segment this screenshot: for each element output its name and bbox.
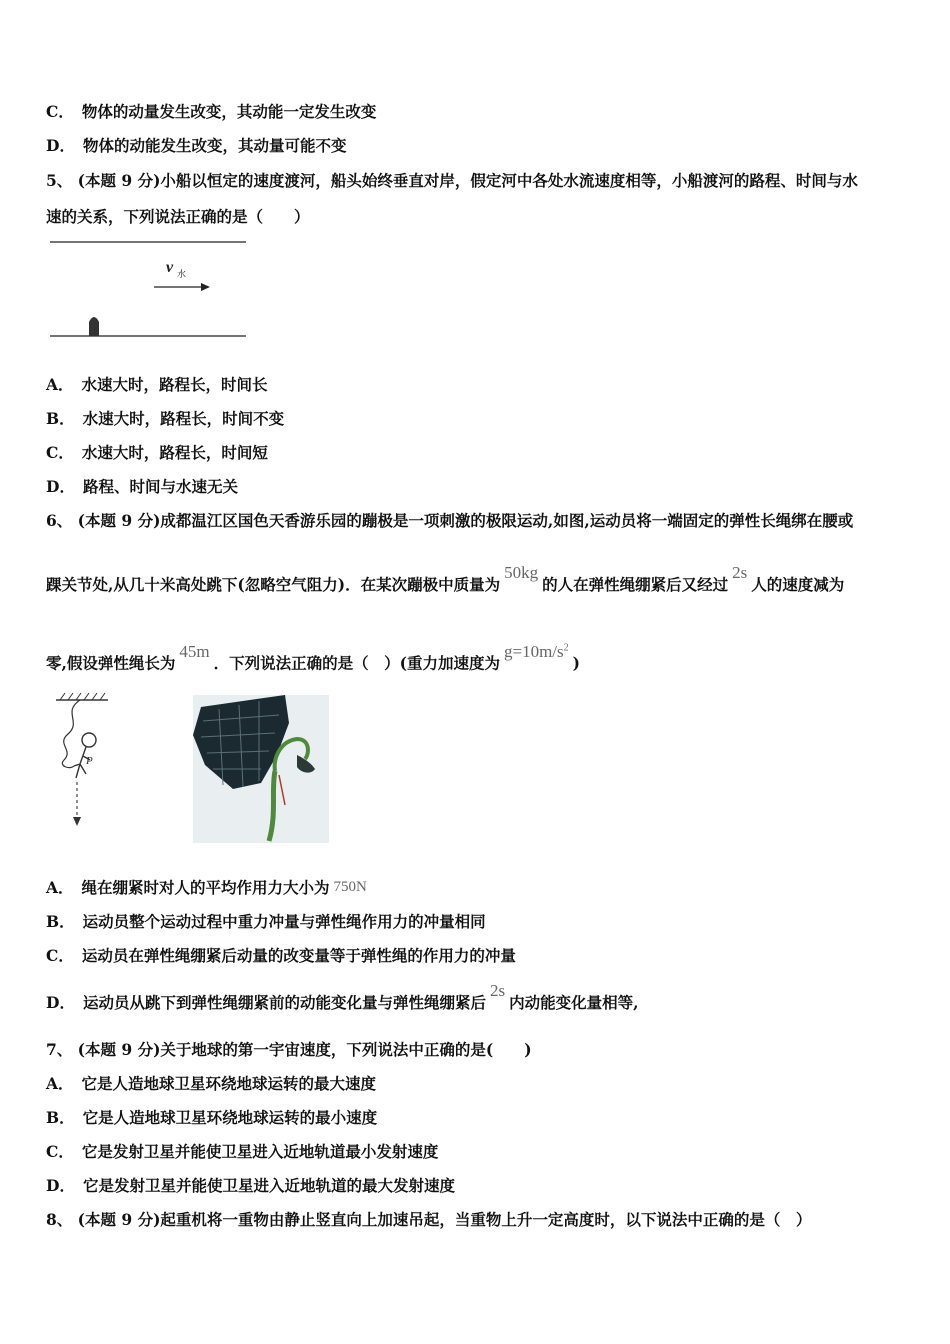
mass-value: 50kg (504, 563, 539, 582)
ceiling-hatch-icon (56, 693, 108, 700)
arrow-right-icon (154, 283, 210, 291)
option-label: A． (46, 375, 74, 394)
option-text: 水速大时，路程长，时间不变 (82, 409, 285, 428)
option-text: 物体的动能发生改变，其动量可能不变 (82, 136, 347, 155)
q6-option-a (46, 878, 371, 899)
q8-stem: 8、 (本题 9 分)起重机将一重物由静止竖直向上加速吊起，当重物上升一定高度时，以下说法中正确的是（ ） (46, 1210, 812, 1229)
gravity-exponent: 2 (563, 642, 569, 653)
q6-stem-text: ) (572, 653, 580, 673)
time-value: 2s (732, 563, 748, 582)
q6-option-b (46, 912, 486, 932)
option-text: 绳在绷紧时对人的平均作用力大小为 (81, 878, 330, 897)
bungee-sketch (52, 690, 122, 840)
q6-stem-line1: 6、 (本题 9 分)成都温江区国色天香游乐园的蹦极是一项刺激的极限运动,如图,运动员将一端固定的弹性长绳绑在腰或 (46, 511, 854, 530)
q4-option-c (46, 102, 376, 122)
jumper-head (82, 733, 96, 747)
option-text: 内动能变化量相等, (509, 993, 639, 1012)
option-text: 它是发射卫星并能使卫星进入近地轨道最小发射速度 (81, 1142, 439, 1161)
option-text: 它是发射卫星并能使卫星进入近地轨道的最大发射速度 (82, 1176, 455, 1195)
q7-option-b (46, 1108, 377, 1128)
option-text: 水速大时，路程长，时间短 (81, 443, 268, 462)
option-label: C． (46, 102, 74, 121)
rope-length-value: 45m (179, 641, 210, 661)
q6-stem-line3 (46, 641, 580, 674)
option-label: D． (46, 477, 75, 496)
q6-option-c (46, 946, 516, 966)
option-label: B． (46, 912, 75, 931)
bungee-photo (193, 695, 329, 843)
option-label: C． (46, 1142, 74, 1161)
q7-option-c (46, 1142, 438, 1162)
point-p-label: P (86, 755, 93, 767)
option-label: B． (46, 409, 75, 428)
option-text: 路程、时间与水速无关 (82, 477, 238, 496)
q7-option-d (46, 1176, 455, 1196)
option-text: 运动员从跳下到弹性绳绷紧前的动能变化量与弹性绳绷紧后 (82, 993, 486, 1012)
option-text: 水速大时，路程长，时间长 (81, 375, 268, 394)
option-label: B． (46, 1108, 75, 1127)
gravity-value (504, 642, 569, 661)
elastic-rope (62, 700, 80, 768)
option-text: 它是人造地球卫星环绕地球运转的最大速度 (81, 1074, 377, 1093)
option-label: D． (46, 136, 75, 155)
option-label: D． (46, 993, 75, 1012)
option-label: A． (46, 1074, 74, 1093)
time-value: 2s (489, 981, 506, 1000)
q5-option-a (46, 375, 268, 395)
river-figure (48, 232, 253, 342)
q6-stem-text: 零,假设弹性绳长为 (46, 653, 176, 673)
option-text: 物体的动量发生改变，其动能一定发生改变 (81, 102, 377, 121)
force-value: 750N (333, 879, 367, 895)
gravity-text: g=10m/s (503, 641, 564, 661)
water-velocity-symbol: v (166, 259, 174, 276)
q6-option-d (46, 981, 639, 1013)
q5-stem-line2: 速的关系，下列说法正确的是（ ） (46, 207, 310, 226)
q4-option-d (46, 136, 346, 156)
q7-option-a (46, 1074, 376, 1094)
q6-stem-text: ．下列说法正确的是（ ）(重力加速度为 (213, 653, 500, 673)
option-label: C． (46, 946, 74, 965)
boat-icon (89, 317, 99, 336)
option-text: 运动员在弹性绳绷紧后动量的改变量等于弹性绳的作用力的冲量 (81, 946, 516, 965)
option-text: 它是人造地球卫星环绕地球运转的最小速度 (82, 1108, 378, 1127)
option-label: D． (46, 1176, 75, 1195)
option-label: C． (46, 443, 74, 462)
q5-option-c (46, 443, 268, 463)
q5-option-d (46, 477, 238, 497)
arrow-down-icon (73, 782, 81, 826)
q6-stem-text: 的人在弹性绳绷紧后又经过 (542, 575, 729, 594)
q6-stem-line2 (46, 563, 845, 595)
q7-stem: 7、 (本题 9 分)关于地球的第一宇宙速度，下列说法中正确的是( ) (46, 1040, 532, 1059)
option-label: A． (46, 878, 74, 897)
q6-stem-text: 踝关节处,从几十米高处跳下(忽略空气阻力)．在某次蹦极中质量为 (46, 575, 501, 594)
q5-option-b (46, 409, 284, 429)
q6-stem-text: 人的速度减为 (751, 575, 845, 594)
option-text: 运动员整个运动过程中重力冲量与弹性绳作用力的冲量相同 (82, 912, 486, 931)
water-velocity-subscript: 水 (177, 270, 187, 280)
q5-stem-line1: 5、 (本题 9 分)小船以恒定的速度渡河，船头始终垂直对岸，假定河中各处水流速度相等，小船渡河的路程、时间与水 (46, 171, 858, 190)
